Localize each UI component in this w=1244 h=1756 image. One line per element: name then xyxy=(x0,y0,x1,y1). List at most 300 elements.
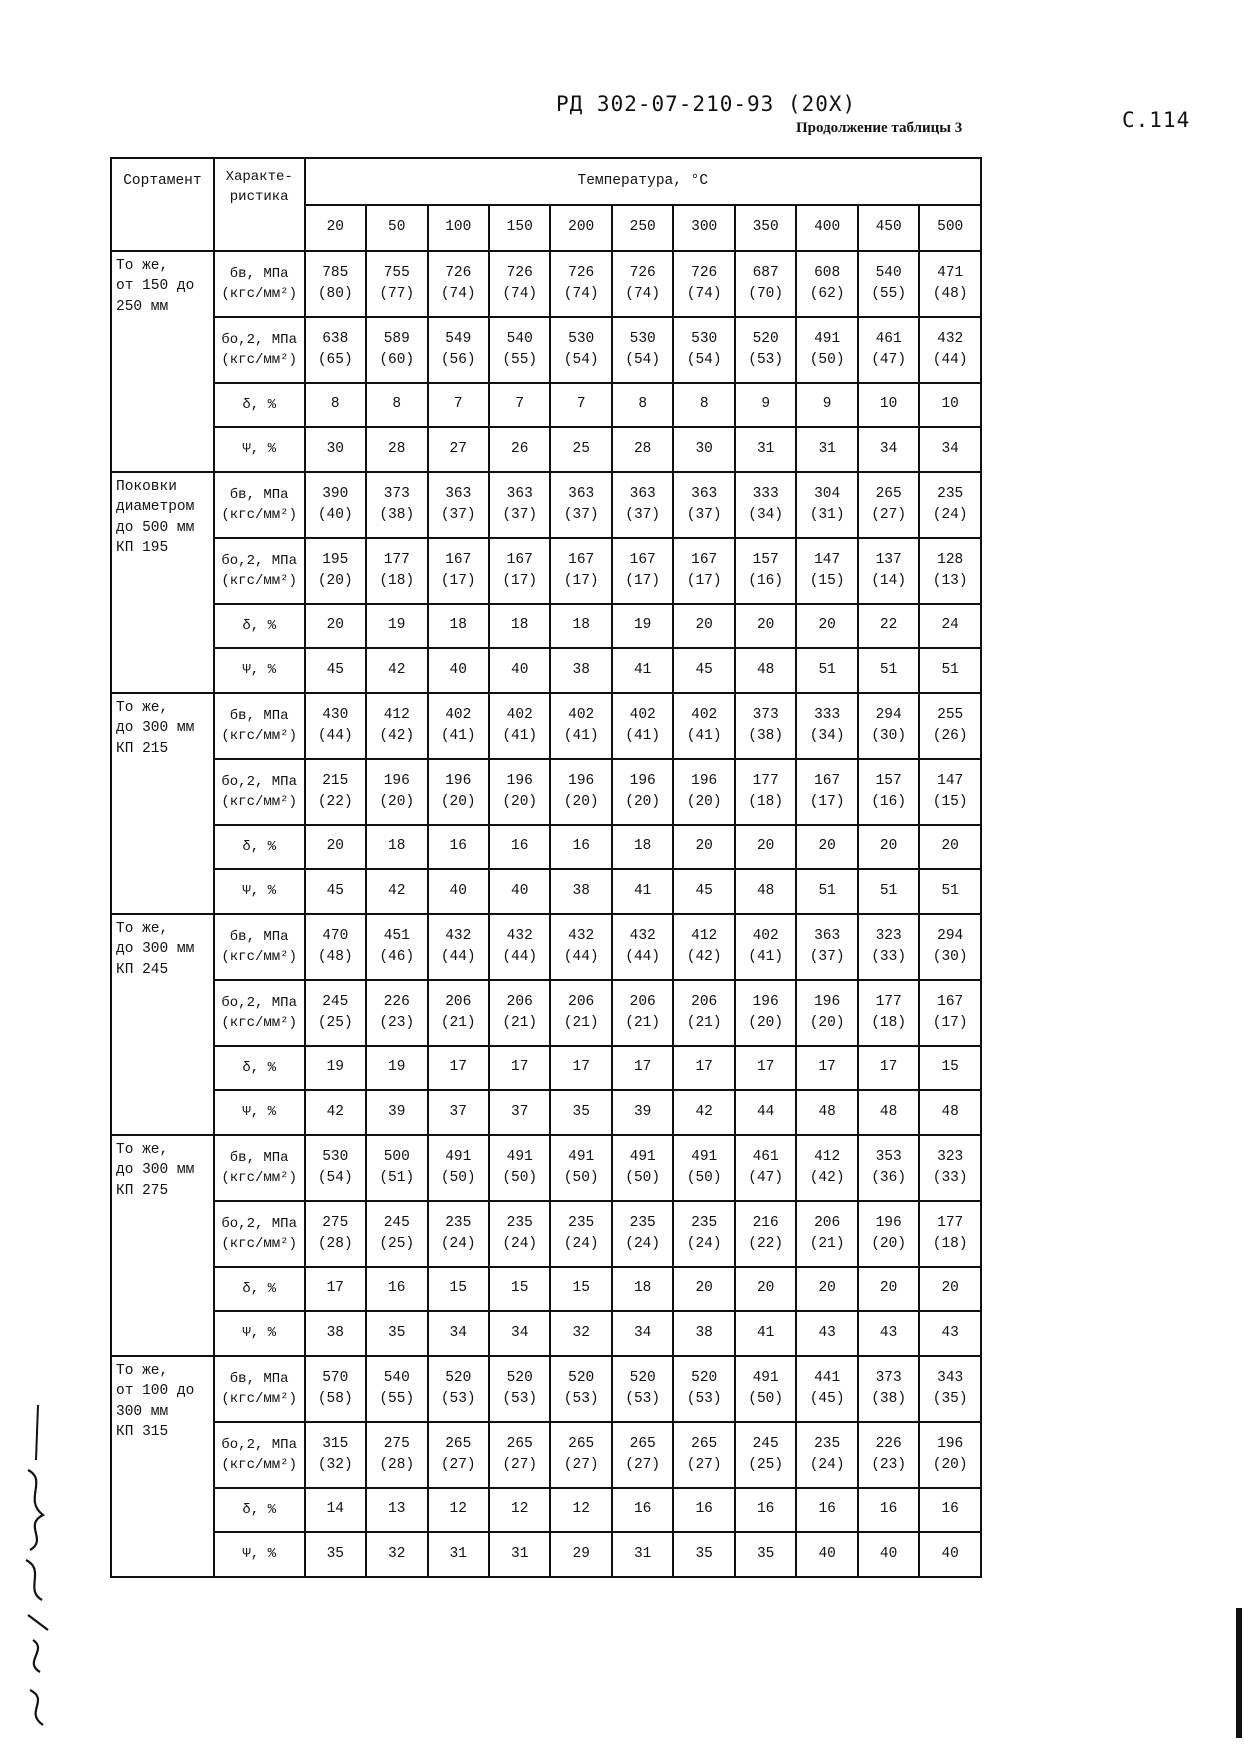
value-cell: 343 (35) xyxy=(919,1356,981,1422)
value-cell: 19 xyxy=(305,1046,366,1090)
characteristic-cell: δ, % xyxy=(214,1267,305,1311)
characteristic-cell: δ, % xyxy=(214,1488,305,1532)
value-cell: 363 (37) xyxy=(612,472,673,538)
characteristic-cell: бв, МПа (кгс/мм²) xyxy=(214,693,305,759)
characteristic-cell: бв, МПа (кгс/мм²) xyxy=(214,472,305,538)
temperature-column-header: Температура, °С xyxy=(305,158,981,205)
value-cell: 17 xyxy=(858,1046,919,1090)
characteristic-cell: Ψ, % xyxy=(214,427,305,472)
value-cell: 520 (53) xyxy=(735,317,796,383)
value-cell: 19 xyxy=(366,604,427,648)
document-code: РД 302-07-210-93 (20X) xyxy=(556,92,857,116)
value-cell: 785 (80) xyxy=(305,251,366,317)
value-cell: 15 xyxy=(428,1267,489,1311)
value-cell: 18 xyxy=(489,604,550,648)
value-cell: 363 (37) xyxy=(489,472,550,538)
table-row xyxy=(111,1532,981,1577)
table-row xyxy=(111,825,981,869)
value-cell: 17 xyxy=(735,1046,796,1090)
value-cell: 43 xyxy=(858,1311,919,1356)
value-cell: 45 xyxy=(305,869,366,914)
value-cell: 42 xyxy=(366,869,427,914)
characteristic-cell: бв, МПа (кгс/мм²) xyxy=(214,251,305,317)
value-cell: 20 xyxy=(673,825,734,869)
value-cell: 638 (65) xyxy=(305,317,366,383)
characteristic-cell: бо,2, МПа (кгс/мм²) xyxy=(214,1201,305,1267)
value-cell: 17 xyxy=(305,1267,366,1311)
value-cell: 726 (74) xyxy=(550,251,611,317)
value-cell: 265 (27) xyxy=(428,1422,489,1488)
value-cell: 520 (53) xyxy=(428,1356,489,1422)
value-cell: 432 (44) xyxy=(550,914,611,980)
value-cell: 16 xyxy=(612,1488,673,1532)
value-cell: 196 (20) xyxy=(858,1201,919,1267)
value-cell: 17 xyxy=(673,1046,734,1090)
value-cell: 491 (50) xyxy=(796,317,857,383)
value-cell: 31 xyxy=(428,1532,489,1577)
value-cell: 24 xyxy=(919,604,981,648)
characteristic-cell: δ, % xyxy=(214,825,305,869)
value-cell: 589 (60) xyxy=(366,317,427,383)
table-row xyxy=(111,759,981,825)
value-cell: 491 (50) xyxy=(673,1135,734,1201)
value-cell: 432 (44) xyxy=(612,914,673,980)
value-cell: 412 (42) xyxy=(796,1135,857,1201)
value-cell: 16 xyxy=(550,825,611,869)
value-cell: 265 (27) xyxy=(550,1422,611,1488)
value-cell: 40 xyxy=(489,648,550,693)
value-cell: 45 xyxy=(673,648,734,693)
value-cell: 265 (27) xyxy=(858,472,919,538)
value-cell: 48 xyxy=(919,1090,981,1135)
value-cell: 373 (38) xyxy=(735,693,796,759)
temperature-header-cell: 250 xyxy=(612,205,673,251)
value-cell: 491 (50) xyxy=(612,1135,673,1201)
value-cell: 363 (37) xyxy=(428,472,489,538)
value-cell: 687 (70) xyxy=(735,251,796,317)
value-cell: 363 (37) xyxy=(673,472,734,538)
value-cell: 373 (38) xyxy=(858,1356,919,1422)
value-cell: 461 (47) xyxy=(735,1135,796,1201)
value-cell: 10 xyxy=(919,383,981,427)
value-cell: 540 (55) xyxy=(489,317,550,383)
value-cell: 177 (18) xyxy=(735,759,796,825)
value-cell: 17 xyxy=(796,1046,857,1090)
value-cell: 530 (54) xyxy=(550,317,611,383)
value-cell: 402 (41) xyxy=(489,693,550,759)
value-cell: 48 xyxy=(735,648,796,693)
handwritten-margin-note xyxy=(18,1400,58,1740)
value-cell: 19 xyxy=(366,1046,427,1090)
value-cell: 8 xyxy=(305,383,366,427)
value-cell: 333 (34) xyxy=(796,693,857,759)
value-cell: 17 xyxy=(612,1046,673,1090)
value-cell: 294 (30) xyxy=(858,693,919,759)
temperature-header-cell: 50 xyxy=(366,205,427,251)
value-cell: 20 xyxy=(305,604,366,648)
value-cell: 245 (25) xyxy=(305,980,366,1046)
value-cell: 323 (33) xyxy=(919,1135,981,1201)
value-cell: 20 xyxy=(305,825,366,869)
value-cell: 8 xyxy=(673,383,734,427)
value-cell: 441 (45) xyxy=(796,1356,857,1422)
value-cell: 226 (23) xyxy=(366,980,427,1046)
value-cell: 38 xyxy=(550,648,611,693)
temperature-header-cell: 100 xyxy=(428,205,489,251)
value-cell: 20 xyxy=(735,604,796,648)
value-cell: 206 (21) xyxy=(489,980,550,1046)
value-cell: 206 (21) xyxy=(428,980,489,1046)
value-cell: 461 (47) xyxy=(858,317,919,383)
table-row xyxy=(111,1046,981,1090)
value-cell: 16 xyxy=(919,1488,981,1532)
value-cell: 17 xyxy=(550,1046,611,1090)
value-cell: 14 xyxy=(305,1488,366,1532)
value-cell: 34 xyxy=(428,1311,489,1356)
value-cell: 196 (20) xyxy=(673,759,734,825)
value-cell: 27 xyxy=(428,427,489,472)
table-continuation-label: Продолжение таблицы 3 xyxy=(796,120,963,136)
value-cell: 30 xyxy=(305,427,366,472)
value-cell: 31 xyxy=(735,427,796,472)
value-cell: 43 xyxy=(919,1311,981,1356)
value-cell: 38 xyxy=(305,1311,366,1356)
value-cell: 206 (21) xyxy=(550,980,611,1046)
value-cell: 20 xyxy=(735,825,796,869)
temperature-header-cell: 150 xyxy=(489,205,550,251)
value-cell: 40 xyxy=(428,869,489,914)
value-cell: 363 (37) xyxy=(550,472,611,538)
value-cell: 9 xyxy=(735,383,796,427)
value-cell: 265 (27) xyxy=(489,1422,550,1488)
value-cell: 31 xyxy=(796,427,857,472)
value-cell: 755 (77) xyxy=(366,251,427,317)
value-cell: 195 (20) xyxy=(305,538,366,604)
value-cell: 540 (55) xyxy=(366,1356,427,1422)
characteristic-cell: Ψ, % xyxy=(214,869,305,914)
table-row xyxy=(111,869,981,914)
value-cell: 15 xyxy=(550,1267,611,1311)
page-edge-mark xyxy=(1236,1608,1242,1738)
grade-cell: То же, до 300 мм КП 215 xyxy=(111,693,214,914)
value-cell: 12 xyxy=(428,1488,489,1532)
value-cell: 16 xyxy=(428,825,489,869)
table-row xyxy=(111,914,981,980)
value-cell: 215 (22) xyxy=(305,759,366,825)
value-cell: 520 (53) xyxy=(612,1356,673,1422)
characteristic-cell: бв, МПа (кгс/мм²) xyxy=(214,1135,305,1201)
value-cell: 491 (50) xyxy=(489,1135,550,1201)
temperature-header-cell: 500 xyxy=(919,205,981,251)
grade-cell: То же, от 100 до 300 мм КП 315 xyxy=(111,1356,214,1577)
value-cell: 20 xyxy=(673,1267,734,1311)
value-cell: 40 xyxy=(796,1532,857,1577)
table-row xyxy=(111,251,981,317)
value-cell: 41 xyxy=(735,1311,796,1356)
value-cell: 16 xyxy=(858,1488,919,1532)
value-cell: 412 (42) xyxy=(673,914,734,980)
table-row xyxy=(111,1488,981,1532)
value-cell: 196 (20) xyxy=(612,759,673,825)
value-cell: 20 xyxy=(919,1267,981,1311)
value-cell: 128 (13) xyxy=(919,538,981,604)
value-cell: 167 (17) xyxy=(489,538,550,604)
value-cell: 390 (40) xyxy=(305,472,366,538)
value-cell: 402 (41) xyxy=(612,693,673,759)
value-cell: 235 (24) xyxy=(796,1422,857,1488)
value-cell: 196 (20) xyxy=(919,1422,981,1488)
value-cell: 51 xyxy=(796,869,857,914)
value-cell: 48 xyxy=(858,1090,919,1135)
value-cell: 196 (20) xyxy=(550,759,611,825)
value-cell: 520 (53) xyxy=(673,1356,734,1422)
value-cell: 51 xyxy=(919,648,981,693)
value-cell: 13 xyxy=(366,1488,427,1532)
value-cell: 37 xyxy=(428,1090,489,1135)
value-cell: 34 xyxy=(919,427,981,472)
value-cell: 196 (20) xyxy=(735,980,796,1046)
value-cell: 608 (62) xyxy=(796,251,857,317)
value-cell: 167 (17) xyxy=(612,538,673,604)
value-cell: 51 xyxy=(919,869,981,914)
value-cell: 245 (25) xyxy=(735,1422,796,1488)
temperature-header-cell: 200 xyxy=(550,205,611,251)
value-cell: 31 xyxy=(612,1532,673,1577)
value-cell: 226 (23) xyxy=(858,1422,919,1488)
value-cell: 315 (32) xyxy=(305,1422,366,1488)
value-cell: 196 (20) xyxy=(489,759,550,825)
value-cell: 42 xyxy=(366,648,427,693)
value-cell: 42 xyxy=(305,1090,366,1135)
value-cell: 20 xyxy=(735,1267,796,1311)
table-row xyxy=(111,1311,981,1356)
value-cell: 570 (58) xyxy=(305,1356,366,1422)
value-cell: 18 xyxy=(612,1267,673,1311)
value-cell: 40 xyxy=(919,1532,981,1577)
value-cell: 41 xyxy=(612,648,673,693)
characteristic-cell: δ, % xyxy=(214,1046,305,1090)
value-cell: 34 xyxy=(858,427,919,472)
value-cell: 10 xyxy=(858,383,919,427)
value-cell: 15 xyxy=(919,1046,981,1090)
characteristic-cell: бо,2, МПа (кгс/мм²) xyxy=(214,980,305,1046)
value-cell: 167 (17) xyxy=(673,538,734,604)
value-cell: 18 xyxy=(366,825,427,869)
table-row xyxy=(111,980,981,1046)
value-cell: 402 (41) xyxy=(550,693,611,759)
value-cell: 196 (20) xyxy=(796,980,857,1046)
value-cell: 48 xyxy=(735,869,796,914)
characteristic-cell: бо,2, МПа (кгс/мм²) xyxy=(214,317,305,383)
value-cell: 235 (24) xyxy=(919,472,981,538)
value-cell: 373 (38) xyxy=(366,472,427,538)
value-cell: 402 (41) xyxy=(673,693,734,759)
value-cell: 430 (44) xyxy=(305,693,366,759)
page-number: С.114 xyxy=(1122,108,1191,132)
table-row xyxy=(111,604,981,648)
value-cell: 167 (17) xyxy=(428,538,489,604)
value-cell: 40 xyxy=(428,648,489,693)
value-cell: 451 (46) xyxy=(366,914,427,980)
characteristic-cell: δ, % xyxy=(214,604,305,648)
value-cell: 39 xyxy=(366,1090,427,1135)
value-cell: 16 xyxy=(489,825,550,869)
table-row xyxy=(111,1090,981,1135)
value-cell: 34 xyxy=(612,1311,673,1356)
table-row xyxy=(111,1135,981,1201)
value-cell: 40 xyxy=(489,869,550,914)
table-row xyxy=(111,1422,981,1488)
value-cell: 235 (24) xyxy=(489,1201,550,1267)
value-cell: 432 (44) xyxy=(428,914,489,980)
temperature-header-cell: 400 xyxy=(796,205,857,251)
value-cell: 20 xyxy=(796,604,857,648)
value-cell: 40 xyxy=(858,1532,919,1577)
value-cell: 35 xyxy=(673,1532,734,1577)
value-cell: 491 (50) xyxy=(550,1135,611,1201)
value-cell: 9 xyxy=(796,383,857,427)
value-cell: 18 xyxy=(428,604,489,648)
value-cell: 333 (34) xyxy=(735,472,796,538)
characteristic-cell: δ, % xyxy=(214,383,305,427)
table-row xyxy=(111,383,981,427)
value-cell: 530 (54) xyxy=(612,317,673,383)
value-cell: 16 xyxy=(673,1488,734,1532)
value-cell: 16 xyxy=(366,1267,427,1311)
value-cell: 12 xyxy=(489,1488,550,1532)
value-cell: 157 (16) xyxy=(858,759,919,825)
value-cell: 38 xyxy=(673,1311,734,1356)
value-cell: 8 xyxy=(366,383,427,427)
value-cell: 38 xyxy=(550,869,611,914)
table-row xyxy=(111,472,981,538)
header-row-top xyxy=(111,158,981,205)
table-row xyxy=(111,427,981,472)
temperature-header-cell: 350 xyxy=(735,205,796,251)
value-cell: 470 (48) xyxy=(305,914,366,980)
value-cell: 19 xyxy=(612,604,673,648)
value-cell: 177 (18) xyxy=(919,1201,981,1267)
value-cell: 216 (22) xyxy=(735,1201,796,1267)
table-row xyxy=(111,648,981,693)
value-cell: 520 (53) xyxy=(489,1356,550,1422)
value-cell: 147 (15) xyxy=(796,538,857,604)
value-cell: 51 xyxy=(858,648,919,693)
value-cell: 255 (26) xyxy=(919,693,981,759)
value-cell: 28 xyxy=(366,427,427,472)
characteristic-cell: бо,2, МПа (кгс/мм²) xyxy=(214,538,305,604)
value-cell: 206 (21) xyxy=(612,980,673,1046)
temperature-header-cell: 20 xyxy=(305,205,366,251)
table-row xyxy=(111,538,981,604)
value-cell: 18 xyxy=(550,604,611,648)
value-cell: 20 xyxy=(673,604,734,648)
temperature-header-cell: 300 xyxy=(673,205,734,251)
value-cell: 18 xyxy=(612,825,673,869)
value-cell: 20 xyxy=(919,825,981,869)
value-cell: 235 (24) xyxy=(673,1201,734,1267)
value-cell: 363 (37) xyxy=(796,914,857,980)
table-row xyxy=(111,1201,981,1267)
value-cell: 7 xyxy=(428,383,489,427)
value-cell: 235 (24) xyxy=(428,1201,489,1267)
value-cell: 32 xyxy=(550,1311,611,1356)
value-cell: 45 xyxy=(673,869,734,914)
value-cell: 12 xyxy=(550,1488,611,1532)
value-cell: 39 xyxy=(612,1090,673,1135)
value-cell: 20 xyxy=(858,825,919,869)
grade-column-header: Сортамент xyxy=(111,158,214,251)
value-cell: 17 xyxy=(428,1046,489,1090)
value-cell: 137 (14) xyxy=(858,538,919,604)
characteristic-cell: бо,2, МПа (кгс/мм²) xyxy=(214,1422,305,1488)
value-cell: 35 xyxy=(550,1090,611,1135)
value-cell: 245 (25) xyxy=(366,1201,427,1267)
grade-cell: То же, до 300 мм КП 275 xyxy=(111,1135,214,1356)
characteristic-cell: Ψ, % xyxy=(214,1090,305,1135)
value-cell: 500 (51) xyxy=(366,1135,427,1201)
value-cell: 196 (20) xyxy=(366,759,427,825)
value-cell: 20 xyxy=(858,1267,919,1311)
value-cell: 34 xyxy=(489,1311,550,1356)
value-cell: 530 (54) xyxy=(673,317,734,383)
table-row xyxy=(111,1267,981,1311)
value-cell: 17 xyxy=(489,1046,550,1090)
value-cell: 167 (17) xyxy=(796,759,857,825)
value-cell: 549 (56) xyxy=(428,317,489,383)
characteristic-cell: бв, МПа (кгс/мм²) xyxy=(214,914,305,980)
table-row xyxy=(111,1356,981,1422)
value-cell: 32 xyxy=(366,1532,427,1577)
value-cell: 42 xyxy=(673,1090,734,1135)
value-cell: 177 (18) xyxy=(858,980,919,1046)
value-cell: 432 (44) xyxy=(919,317,981,383)
value-cell: 265 (27) xyxy=(673,1422,734,1488)
table-row xyxy=(111,693,981,759)
value-cell: 16 xyxy=(796,1488,857,1532)
value-cell: 35 xyxy=(735,1532,796,1577)
value-cell: 8 xyxy=(612,383,673,427)
characteristic-cell: Ψ, % xyxy=(214,648,305,693)
value-cell: 48 xyxy=(796,1090,857,1135)
value-cell: 44 xyxy=(735,1090,796,1135)
value-cell: 196 (20) xyxy=(428,759,489,825)
value-cell: 412 (42) xyxy=(366,693,427,759)
characteristic-cell: бв, МПа (кгс/мм²) xyxy=(214,1356,305,1422)
value-cell: 7 xyxy=(550,383,611,427)
value-cell: 471 (48) xyxy=(919,251,981,317)
grade-cell: То же, до 300 мм КП 245 xyxy=(111,914,214,1135)
value-cell: 294 (30) xyxy=(919,914,981,980)
value-cell: 177 (18) xyxy=(366,538,427,604)
value-cell: 491 (50) xyxy=(735,1356,796,1422)
value-cell: 25 xyxy=(550,427,611,472)
value-cell: 26 xyxy=(489,427,550,472)
value-cell: 726 (74) xyxy=(428,251,489,317)
value-cell: 265 (27) xyxy=(612,1422,673,1488)
grade-cell: То же, от 150 до 250 мм xyxy=(111,251,214,472)
value-cell: 167 (17) xyxy=(919,980,981,1046)
value-cell: 520 (53) xyxy=(550,1356,611,1422)
value-cell: 7 xyxy=(489,383,550,427)
value-cell: 20 xyxy=(796,825,857,869)
value-cell: 41 xyxy=(612,869,673,914)
value-cell: 31 xyxy=(489,1532,550,1577)
value-cell: 275 (28) xyxy=(305,1201,366,1267)
value-cell: 206 (21) xyxy=(796,1201,857,1267)
value-cell: 726 (74) xyxy=(612,251,673,317)
value-cell: 37 xyxy=(489,1090,550,1135)
